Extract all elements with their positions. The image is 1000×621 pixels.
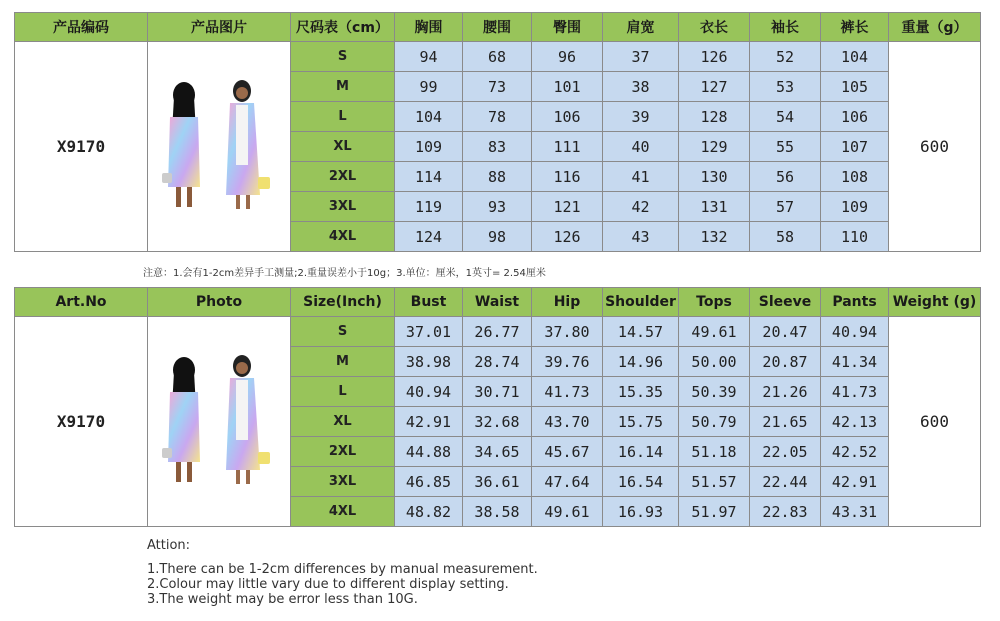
column-header: Pants [821,288,889,317]
measure-cell: 20.87 [750,347,821,377]
measure-cell: 41.73 [821,377,889,407]
measure-cell: 78 [463,102,532,132]
column-header: 腰围 [463,13,532,42]
measure-cell: 98 [463,222,532,252]
column-header: 产品编码 [15,13,148,42]
column-header: 臀围 [532,13,603,42]
weight-cell: 600 [889,317,981,527]
measure-cell: 114 [395,162,463,192]
size-label: 3XL [291,192,395,222]
measure-cell: 105 [821,72,889,102]
measure-cell: 41.73 [532,377,603,407]
photo-cell [148,317,291,527]
measure-cell: 127 [679,72,750,102]
measure-cell: 38 [603,72,679,102]
measure-cell: 106 [532,102,603,132]
measure-cell: 26.77 [463,317,532,347]
size-label: M [291,347,395,377]
measure-cell: 126 [679,42,750,72]
measure-cell: 22.05 [750,437,821,467]
note-line: 1.There can be 1-2cm differences by manual measurement. [147,562,538,577]
measure-cell: 68 [463,42,532,72]
measure-cell: 128 [679,102,750,132]
measure-cell: 21.26 [750,377,821,407]
measure-cell: 44.88 [395,437,463,467]
measure-cell: 54 [750,102,821,132]
column-header: Waist [463,288,532,317]
column-header: 胸围 [395,13,463,42]
measure-cell: 40.94 [395,377,463,407]
measure-cell: 83 [463,132,532,162]
measure-cell: 109 [395,132,463,162]
measure-cell: 49.61 [532,497,603,527]
column-header: 袖长 [750,13,821,42]
column-header: 肩宽 [603,13,679,42]
measure-cell: 16.93 [603,497,679,527]
measure-cell: 58 [750,222,821,252]
size-label: 2XL [291,162,395,192]
measure-cell: 42.91 [395,407,463,437]
table-row [15,317,981,347]
size-table-cm [14,12,981,252]
header-row [15,288,981,317]
column-header: Bust [395,288,463,317]
measure-cell: 50.00 [679,347,750,377]
measure-cell: 20.47 [750,317,821,347]
photo-cell [148,42,291,252]
measure-cell: 111 [532,132,603,162]
column-header: Size(Inch) [291,288,395,317]
measure-cell: 49.61 [679,317,750,347]
measure-cell: 28.74 [463,347,532,377]
notes-heading: Attion: [147,538,191,553]
measure-cell: 51.57 [679,467,750,497]
measure-cell: 93 [463,192,532,222]
measure-cell: 132 [679,222,750,252]
measure-cell: 41.34 [821,347,889,377]
measure-cell: 48.82 [395,497,463,527]
measure-cell: 15.75 [603,407,679,437]
product-photo [154,352,284,492]
measure-cell: 42.91 [821,467,889,497]
column-header: 衣长 [679,13,750,42]
measure-cell: 41 [603,162,679,192]
measure-cell: 34.65 [463,437,532,467]
measure-cell: 94 [395,42,463,72]
size-label: S [291,317,395,347]
measure-cell: 108 [821,162,889,192]
column-header: Art.No [15,288,148,317]
size-label: 3XL [291,467,395,497]
size-label: 4XL [291,222,395,252]
measure-cell: 14.57 [603,317,679,347]
note-cn: 注意：1.会有1-2cm差异手工测量;2.重量误差小于10g；3.单位：厘米，1英寸= 2.54厘米 [143,268,546,279]
measure-cell: 40.94 [821,317,889,347]
measure-cell: 37 [603,42,679,72]
measure-cell: 124 [395,222,463,252]
measure-cell: 129 [679,132,750,162]
table-row [15,42,981,72]
measure-cell: 38.98 [395,347,463,377]
column-header: Photo [148,288,291,317]
size-label: 4XL [291,497,395,527]
measure-cell: 21.65 [750,407,821,437]
size-label: XL [291,132,395,162]
measure-cell: 96 [532,42,603,72]
measure-cell: 104 [821,42,889,72]
header-row [15,13,981,42]
measure-cell: 37.01 [395,317,463,347]
measure-cell: 130 [679,162,750,192]
measure-cell: 99 [395,72,463,102]
measure-cell: 22.44 [750,467,821,497]
measure-cell: 38.58 [463,497,532,527]
measure-cell: 16.54 [603,467,679,497]
column-header: Weight (g) [889,288,981,317]
measure-cell: 43.31 [821,497,889,527]
measure-cell: 43 [603,222,679,252]
column-header: Sleeve [750,288,821,317]
note-line: 2.Colour may little vary due to different display setting. [147,577,509,592]
column-header: 尺码表（cm） [291,13,395,42]
measure-cell: 73 [463,72,532,102]
column-header: 产品图片 [148,13,291,42]
measure-cell: 55 [750,132,821,162]
column-header: 重量（g） [889,13,981,42]
measure-cell: 110 [821,222,889,252]
measure-cell: 14.96 [603,347,679,377]
measure-cell: 101 [532,72,603,102]
size-label: 2XL [291,437,395,467]
measure-cell: 42.52 [821,437,889,467]
measure-cell: 39.76 [532,347,603,377]
measure-cell: 16.14 [603,437,679,467]
measure-cell: 42 [603,192,679,222]
measure-cell: 107 [821,132,889,162]
measure-cell: 47.64 [532,467,603,497]
measure-cell: 126 [532,222,603,252]
measure-cell: 50.39 [679,377,750,407]
measure-cell: 32.68 [463,407,532,437]
measure-cell: 88 [463,162,532,192]
measure-cell: 109 [821,192,889,222]
measure-cell: 121 [532,192,603,222]
column-header: Tops [679,288,750,317]
measure-cell: 22.83 [750,497,821,527]
measure-cell: 116 [532,162,603,192]
notes-en [147,538,538,607]
product-photo [154,77,284,217]
measure-cell: 50.79 [679,407,750,437]
measure-cell: 119 [395,192,463,222]
measure-cell: 56 [750,162,821,192]
measure-cell: 42.13 [821,407,889,437]
art-no-cell: X9170 [15,317,148,527]
measure-cell: 30.71 [463,377,532,407]
measure-cell: 43.70 [532,407,603,437]
measure-cell: 52 [750,42,821,72]
weight-cell: 600 [889,42,981,252]
measure-cell: 131 [679,192,750,222]
measure-cell: 45.67 [532,437,603,467]
size-label: XL [291,407,395,437]
measure-cell: 104 [395,102,463,132]
size-label: L [291,377,395,407]
measure-cell: 46.85 [395,467,463,497]
art-no-cell: X9170 [15,42,148,252]
measure-cell: 39 [603,102,679,132]
measure-cell: 40 [603,132,679,162]
measure-cell: 57 [750,192,821,222]
measure-cell: 53 [750,72,821,102]
measure-cell: 15.35 [603,377,679,407]
measure-cell: 51.97 [679,497,750,527]
size-label: L [291,102,395,132]
column-header: 裤长 [821,13,889,42]
measure-cell: 106 [821,102,889,132]
measure-cell: 37.80 [532,317,603,347]
note-line: 3.The weight may be error less than 10G. [147,592,418,607]
measure-cell: 36.61 [463,467,532,497]
size-table-inch [14,287,981,527]
size-label: M [291,72,395,102]
column-header: Shoulder [603,288,679,317]
column-header: Hip [532,288,603,317]
measure-cell: 51.18 [679,437,750,467]
size-label: S [291,42,395,72]
